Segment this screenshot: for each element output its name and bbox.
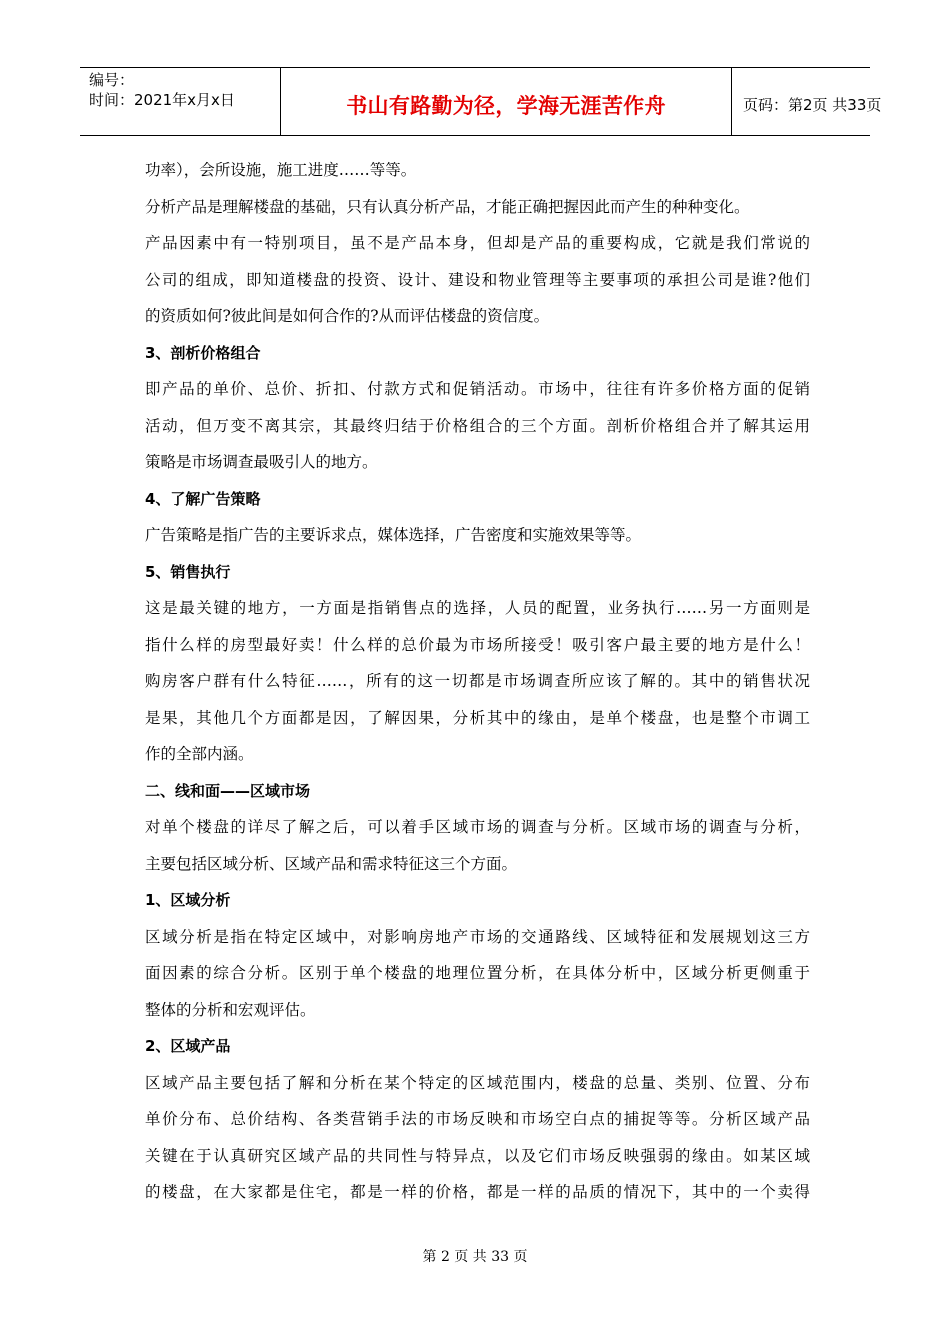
document-body — [145, 152, 810, 1211]
page-info: 页码：第2页 共33页 — [743, 96, 882, 114]
time-label: 时间：2021年x月x日 — [89, 91, 235, 109]
section-heading: 3、剖析价格组合 — [145, 343, 261, 362]
paragraph-line: 面因素的综合分析。区别于单个楼盘的地理位置分析，在具体分析中，区域分析更侧重于 — [145, 964, 810, 982]
header-table — [80, 67, 882, 136]
paragraph-line: 购房客户群有什么特征……，所有的这一切都是市场调查所应该了解的。其中的销售状况 — [145, 672, 810, 690]
section-heading: 1、区域分析 — [145, 891, 231, 909]
paragraph-line: 单价分布、总价结构、各类营销手法的市场反映和市场空白点的捕捉等等。分析区域产品 — [145, 1110, 810, 1128]
paragraph-line: 整体的分析和宏观评估。 — [145, 1000, 316, 1019]
header-page-cell — [732, 68, 882, 135]
paragraph-line: 产品因素中有一特别项目，虽不是产品本身，但却是产品的重要构成，它就是我们常说的 — [145, 234, 810, 252]
paragraph-line: 区域产品主要包括了解和分析在某个特定的区域范围内，楼盘的总量、类别、位置、分布 — [145, 1073, 810, 1092]
paragraph-line: 主要包括区域分析、区域产品和需求特征这三个方面。 — [145, 854, 518, 873]
header-motto-cell — [281, 68, 732, 135]
number-label: 编号： — [89, 71, 135, 89]
header-info-cell — [80, 68, 281, 135]
paragraph-line: 的楼盘，在大家都是住宅，都是一样的价格，都是一样的品质的情况下，其中的一个卖得 — [145, 1183, 810, 1201]
paragraph-line: 指什么样的房型最好卖！什么样的总价最为市场所接受！吸引客户最主要的地方是什么！ — [145, 635, 810, 654]
paragraph-line: 公司的组成，即知道楼盘的投资、设计、建设和物业管理等主要事项的承担公司是谁?他们 — [145, 270, 810, 289]
paragraph-line: 对单个楼盘的详尽了解之后，可以着手区域市场的调查与分析。区域市场的调查与分析， — [145, 818, 810, 836]
paragraph-line: 区域分析是指在特定区域中，对影响房地产市场的交通路线、区域特征和发展规划这三方 — [145, 927, 810, 946]
paragraph-line: 活动，但万变不离其宗，其最终归结于价格组合的三个方面。剖析价格组合并了解其运用 — [145, 416, 810, 435]
paragraph-line: 作的全部内涵。 — [145, 745, 254, 763]
section-heading: 5、销售执行 — [145, 562, 231, 581]
paragraph-line: 功率），会所设施，施工进度……等等。 — [145, 161, 417, 179]
paragraph-line: 关键在于认真研究区域产品的共同性与特异点，以及它们市场反映强弱的缘由。如某区域 — [145, 1146, 810, 1165]
paragraph-line: 分析产品是理解楼盘的基础，只有认真分析产品，才能正确把握因此而产生的种种变化。 — [145, 197, 750, 216]
section-heading: 2、区域产品 — [145, 1037, 231, 1055]
paragraph-line: 策略是市场调查最吸引人的地方。 — [145, 453, 378, 471]
paragraph-line: 是果，其他几个方面都是因，了解因果，分析其中的缘由，是单个楼盘，也是整个市调工 — [145, 708, 810, 727]
motto: 书山有路勤为径，学海无涯苦作舟 — [346, 94, 666, 118]
section-heading: 4、了解广告策略 — [145, 489, 261, 508]
paragraph-line: 的资质如何?彼此间是如何合作的?从而评估楼盘的资信度。 — [145, 307, 550, 325]
section-heading: 二、线和面——区域市场 — [145, 781, 311, 800]
paragraph-line: 广告策略是指广告的主要诉求点，媒体选择，广告密度和实施效果等等。 — [145, 526, 642, 544]
paragraph-line: 即产品的单价、总价、折扣、付款方式和促销活动。市场中，往往有许多价格方面的促销 — [145, 380, 810, 398]
paragraph-line: 这是最关键的地方，一方面是指销售点的选择，人员的配置，业务执行……另一方面则是 — [145, 599, 810, 617]
page-footer: 第 2 页 共 33 页 — [422, 1249, 528, 1265]
